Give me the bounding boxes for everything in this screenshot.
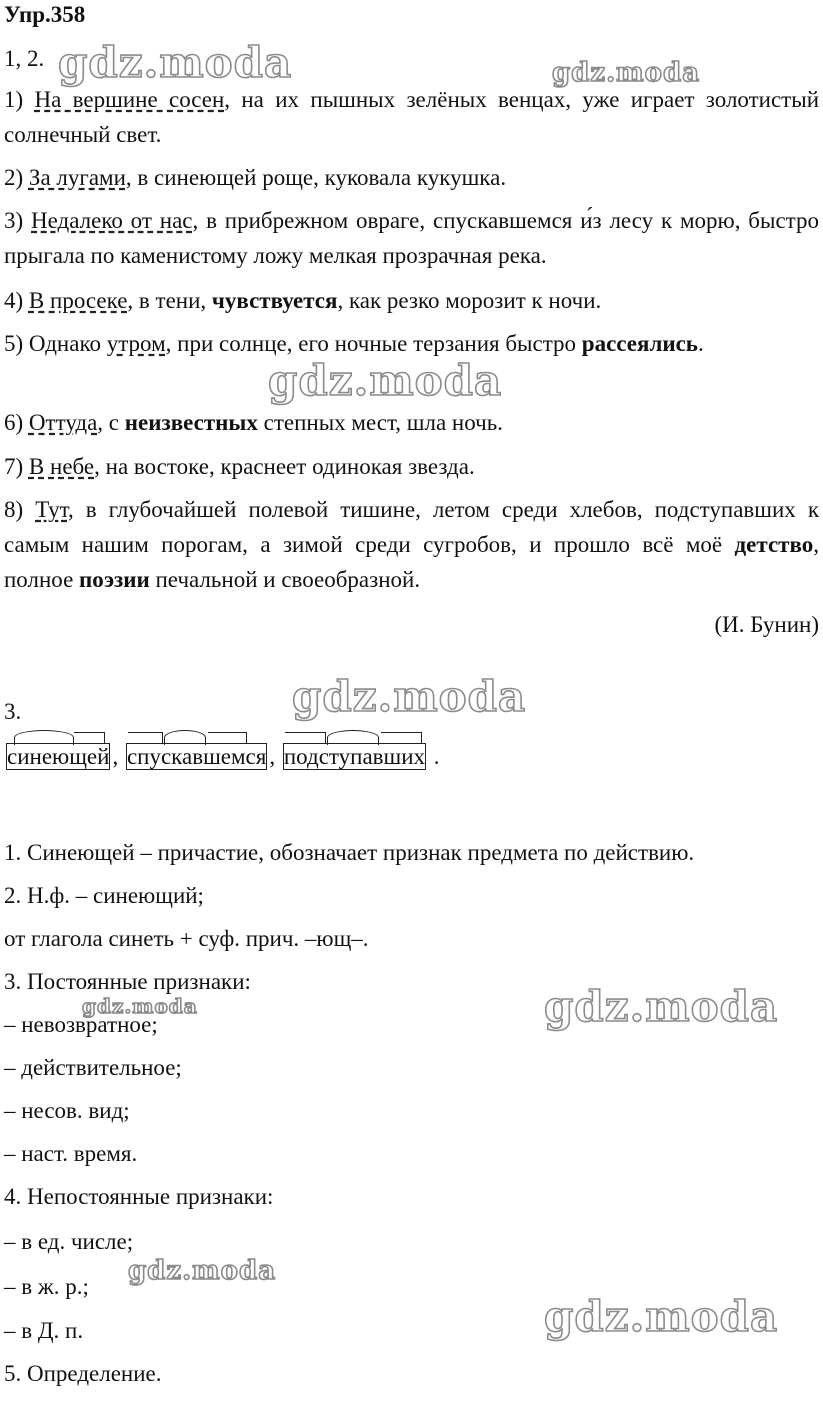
author-attribution: (И. Бунин) [714,612,819,637]
sentence-3: 3) Недалеко от нас, в прибрежном овраге, спускавшемся и́з лесу к морю, быстро прыгала по каменистому ложу мелкая прозрачная река. [4,208,819,268]
analysis-line-3: от глагола синеть + суф. прич. –ющ–. [4,926,369,951]
root-arc [327,730,379,745]
suffix-mark [74,732,105,743]
morph-word: синеющей [4,744,112,770]
subject-bold: детство [734,532,814,557]
watermark: gdz.moda [82,994,198,1018]
root-arc [164,730,206,745]
adverbial-underlined: Недалеко от нас [31,208,193,233]
analysis-line-4: 3. Постоянные признаки: [4,969,251,994]
analysis-line-6: – действительное; [4,1055,182,1080]
analysis-line-2: 2. Н.ф. – синеющий; [4,883,204,908]
part-label-1-2: 1, 2. [4,46,45,71]
analysis-line-7: – несов. вид; [4,1098,130,1123]
sentence-6: 6) Оттуда, с неизвестных степных мест, шла ночь. [4,410,503,435]
morph-word: подступавших [281,744,428,770]
watermark: gdz.moda [292,672,527,721]
prefix-mark [285,732,326,743]
adverbial-underlined: В небе [28,454,95,479]
adverbial-underlined: Оттуда [28,410,98,435]
adverbial-underlined: утром [106,331,166,356]
watermark: gdz.moda [128,1256,277,1286]
watermark: gdz.moda [268,356,503,405]
analysis-line-5: – невозвратное; [4,1012,158,1037]
exercise-title: Упр.358 [4,2,86,27]
morpheme-parsing: синеющей , спускавшемся , подступавших . [4,744,440,784]
suffix-mark [208,732,247,743]
analysis-line-1: 1. Синеющей – причастие, обозначает признак предмета по действию. [4,840,695,865]
sentence-7: 7) В небе, на востоке, краснеет одинокая звезда. [4,454,475,479]
analysis-line-9: 4. Непостоянные признаки: [4,1184,274,1209]
adverbial-underlined: Тут [35,497,68,522]
part-label-3: 3. [4,699,22,724]
analysis-line-11: – в ж. р.; [4,1274,89,1299]
attribute-bold: неизвестных [124,410,258,435]
root-arc [14,730,74,745]
sentence-2: 2) За лугами, в синеющей роще, куковала кукушка. [4,165,507,190]
morph-word: спускавшемся [124,744,269,770]
attribute-bold: поэзии [79,567,150,592]
watermark: gdz.moda [552,58,701,88]
analysis-line-12: – в Д. п. [4,1318,84,1343]
watermark: gdz.moda [544,982,779,1031]
sentence-4: 4) В просеке, в тени, чувствуется, как резко морозит к ночи. [4,288,602,313]
sentence-1: 1) На вершине сосен, на их пышных зелёных венцах, уже играет золотистый солнечный свет. [4,87,819,147]
sentence-8: 8) Тут, в глубочайшей полевой тишине, летом среди хлебов, подступавших к самым нашим порогам, а зимой среди сугробов, и прошло всё моё детство, полное поэзии печальной и своеобразной. [4,497,820,592]
adverbial-underlined: На вершине сосен [34,87,225,112]
predicate-bold: чувствуется [211,288,338,313]
adverbial-underlined: В просеке [28,288,128,313]
analysis-line-10: – в ед. числе; [4,1229,134,1254]
predicate-bold: рассеялись [581,331,698,356]
watermark: gdz.moda [58,38,293,87]
adverbial-underlined: За лугами [28,165,126,190]
analysis-line-13: 5. Определение. [4,1361,162,1386]
sentence-5: 5) Однако утром, при солнце, его ночные терзания быстро рассеялись. [4,331,704,356]
suffix-mark [381,732,422,743]
analysis-line-8: – наст. время. [4,1141,138,1166]
prefix-mark [128,732,163,743]
watermark: gdz.moda [544,1292,779,1341]
